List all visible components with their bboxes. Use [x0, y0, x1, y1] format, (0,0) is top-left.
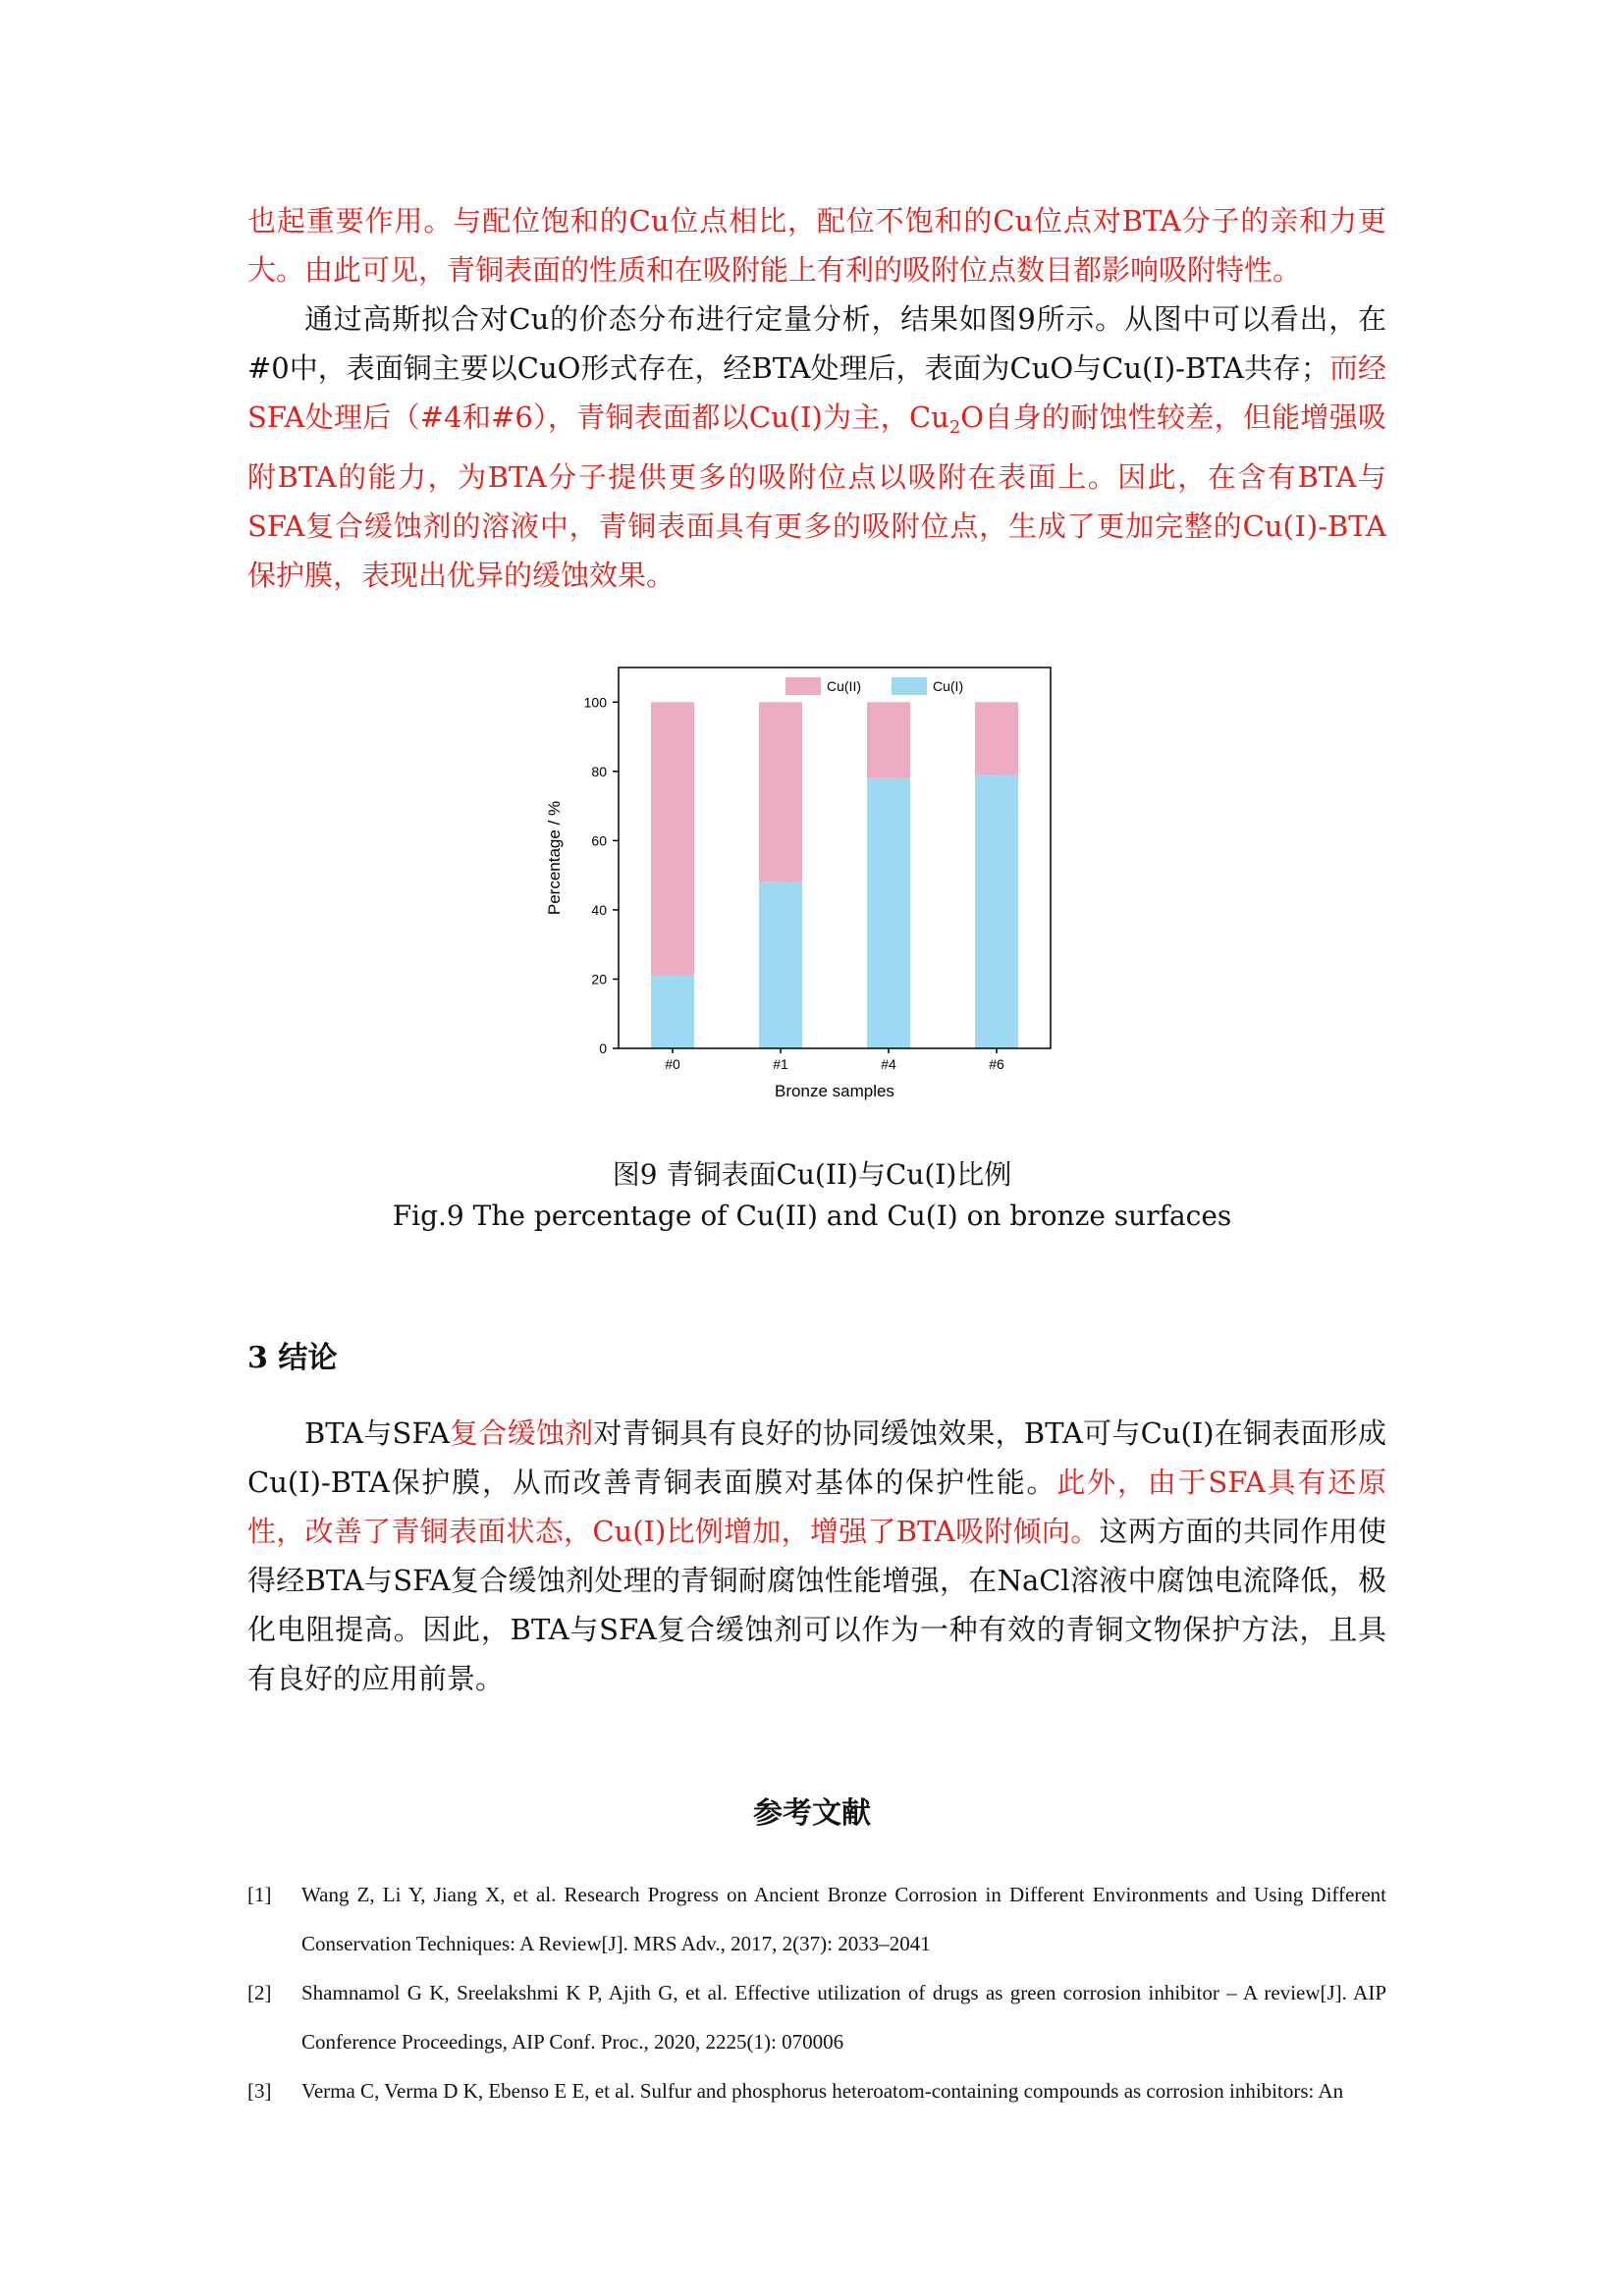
reference-item	[247, 1968, 1386, 2066]
reference-item	[247, 2066, 1386, 2115]
conclusion-text-2: 对青铜具有良好的协同缓蚀效果，BTA可与Cu(I)在铜表面形成Cu(I)-BTA保护膜，从而改善青铜表面膜对基体的保护性能。	[247, 1416, 1387, 1499]
reference-number: [3]	[247, 2079, 272, 2103]
section-title: 3 结论	[247, 1341, 338, 1375]
bar-chart	[540, 653, 1110, 1114]
reference-text: Shamnamol G K, Sreelakshmi K P, Ajith G, et al. Effective utilization of drugs as green corrosion inhibitor – A review[J]. AIP Conference Proceedings, AIP Conf. Proc., 2020, 2225(1): 070006	[301, 1981, 1386, 2054]
paragraph-1	[247, 196, 1386, 294]
figure-caption-en: Fig.9 The percentage of Cu(II) and Cu(I) on bronze surfaces	[392, 1200, 1232, 1232]
paragraph-2-red-b: O自身的耐蚀性较差，但能增强吸附BTA的能力，为BTA分子提供更多的吸附位点以吸附在表面上。因此，在含有BTA与SFA复合缓蚀剂的溶液中，青铜表面具有更多的吸附位点，生成了更加完整的Cu(Ⅰ)-BTA保护膜，表现出优异的缓蚀效果。	[247, 400, 1386, 592]
y-tick-label: 40	[591, 901, 607, 918]
x-tick-label: #1	[773, 1056, 788, 1072]
conclusion-paragraph	[247, 1409, 1386, 1703]
legend-swatch-cu2	[785, 677, 821, 695]
legend-label-cu2: Cu(II)	[827, 678, 861, 694]
bar-cu1-1	[759, 882, 802, 1048]
references-title: 参考文献	[753, 1796, 871, 1831]
bar-cu1-0	[651, 976, 694, 1048]
legend-label-cu1: Cu(I)	[933, 678, 964, 694]
y-tick-label: 20	[591, 971, 607, 988]
bar-cu2-4	[867, 702, 910, 778]
reference-text: Verma C, Verma D K, Ebenso E E, et al. Sulfur and phosphorus heteroatom-containing compounds as corrosion inhibitors: An	[301, 2079, 1344, 2103]
bar-cu1-4	[867, 778, 910, 1048]
x-tick-label: #4	[881, 1056, 896, 1072]
bar-cu2-0	[651, 702, 694, 976]
y-tick-label: 60	[591, 832, 607, 849]
x-tick-label: #0	[665, 1056, 680, 1072]
conclusion-text-3: 这两方面的共同作用使得经BTA与SFA复合缓蚀剂处理的青铜耐腐蚀性能增强，在NaCl溶液中腐蚀电流降低，极化电阻提高。因此，BTA与SFA复合缓蚀剂可以作为一种有效的青铜文物保护方法，且具有良好的应用前景。	[247, 1515, 1386, 1695]
x-axis-label: Bronze samples	[775, 1082, 894, 1100]
figure-caption-zh: 图9 青铜表面Cu(II)与Cu(I)比例	[612, 1158, 1012, 1191]
paragraph-2-red-a: 而经SFA处理后（#4和#6），青铜表面都以Cu(I)为主，Cu	[247, 351, 1386, 434]
reference-text: Wang Z, Li Y, Jiang X, et al. Research Progress on Ancient Bronze Corrosion in Different Environments and Using Different Conservation Techniques: A Review[J]. MRS Adv., 2017, 2(37): 2033–2041	[301, 1883, 1386, 1955]
bar-cu2-6	[975, 702, 1018, 774]
reference-number: [2]	[247, 1981, 272, 2004]
y-axis-label: Percentage / %	[545, 800, 564, 916]
reference-item	[247, 1870, 1386, 1968]
bar-cu2-1	[759, 702, 802, 881]
reference-number: [1]	[247, 1883, 272, 1906]
y-tick-label: 0	[599, 1041, 607, 1056]
paragraph-2-text: 通过高斯拟合对Cu的价态分布进行定量分析，结果如图9所示。从图中可以看出，在#0中，表面铜主要以CuO形式存在，经BTA处理后，表面为CuO与Cu(Ⅰ)-BTA共存；	[247, 302, 1386, 385]
paragraph-1-text: 也起重要作用。与配位饱和的Cu位点相比，配位不饱和的Cu位点对BTA分子的亲和力更大。由此可见，青铜表面的性质和在吸附能上有利的吸附位点数目都影响吸附特性。	[247, 204, 1386, 287]
conclusion-red-1: 复合缓蚀剂	[449, 1416, 594, 1450]
paragraph-2	[247, 294, 1386, 600]
x-tick-label: #6	[989, 1056, 1004, 1072]
legend-swatch-cu1	[892, 677, 927, 695]
conclusion-red-2: 此外，由于SFA具有还原性，改善了青铜表面状态，Cu(I)比例增加，增强了BTA吸附倾向。	[247, 1466, 1386, 1548]
paragraph-2-subscript: 2	[948, 417, 961, 438]
conclusion-text-1: BTA与SFA	[304, 1416, 450, 1450]
y-tick-label: 80	[591, 763, 607, 779]
y-tick-label: 100	[583, 694, 607, 711]
bar-cu1-6	[975, 774, 1018, 1048]
